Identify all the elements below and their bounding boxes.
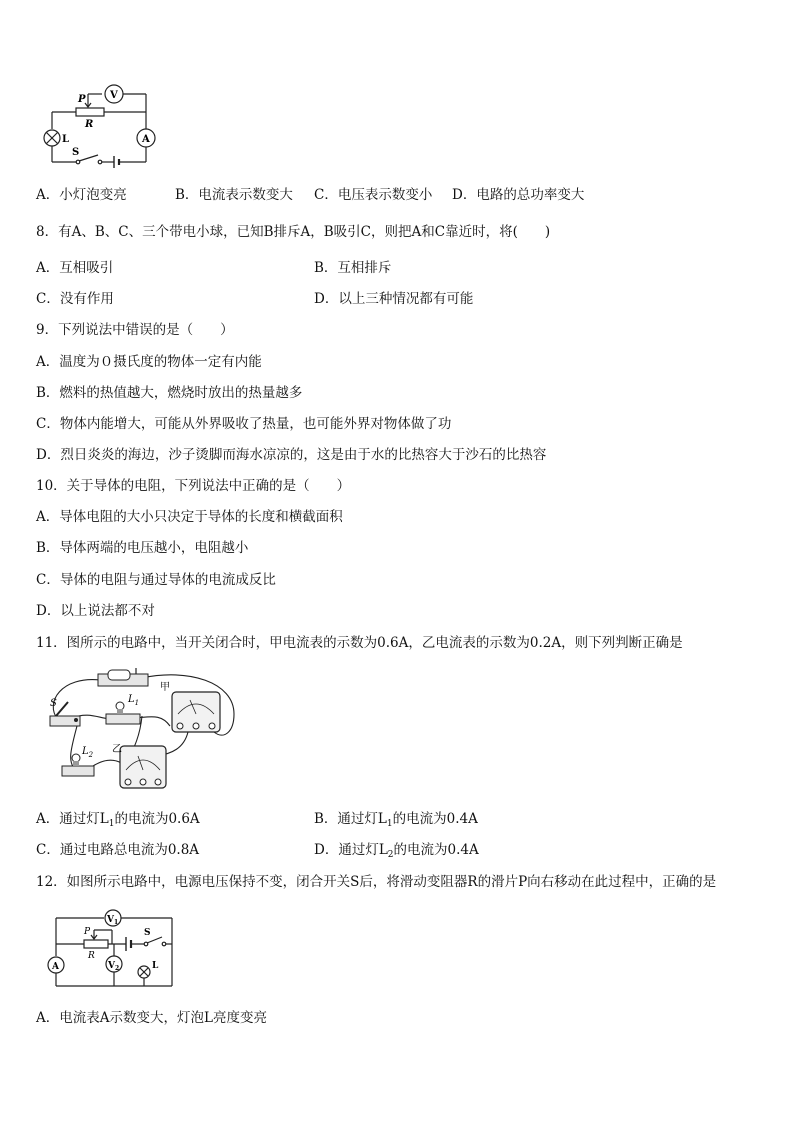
q7-option-c: C．电压表示数变小 — [314, 187, 433, 203]
label-yi: 乙 — [112, 744, 122, 755]
rheostat-r — [76, 108, 104, 116]
label-p: P — [78, 94, 86, 105]
voltmeter-v: V — [110, 90, 118, 101]
q11-option-a: A．通过灯$L_1$的电流为0.6A — [36, 811, 200, 829]
q8-option-d: D．以上三种情况都有可能 — [314, 291, 474, 307]
q12-stem: 12．如图所示电路中，电源电压保持不变，闭合开关S后，将滑动变阻器R的滑片P向右移动在此过程中，正确的是 — [36, 874, 717, 890]
q10-option-c: C．导体的电阻与通过导体的电流成反比 — [36, 572, 276, 588]
q11-circuit-photo — [38, 662, 248, 798]
q9-option-a: A．温度为０摄氏度的物体一定有内能 — [36, 354, 262, 370]
q11-option-b: B．通过灯$L_1$的电流为0.4A — [314, 811, 478, 829]
q8-option-b: B．互相排斥 — [314, 260, 392, 276]
ammeter-a: A — [52, 962, 59, 972]
q12-option-a: A．电流表A示数变大，灯泡L亮度变亮 — [36, 1010, 267, 1026]
q7-option-a: A．小灯泡变亮 — [36, 187, 127, 203]
q10-stem: 10．关于导体的电阻，下列说法中正确的是（ ） — [36, 478, 351, 494]
q9-stem: 9．下列说法中错误的是（ ） — [36, 322, 234, 338]
label-l: L — [62, 134, 70, 145]
label-r: R — [85, 119, 94, 130]
q9-option-b: B．燃料的热值越大，燃烧时放出的热量越多 — [36, 385, 303, 401]
voltmeter-v2: $V_2$ — [108, 961, 120, 972]
q8-option-a: A．互相吸引 — [36, 260, 114, 276]
label-s: S — [50, 698, 57, 709]
q7-circuit-diagram — [38, 82, 158, 174]
q11-option-d: D．通过灯$L_2$的电流为0.4A — [314, 842, 479, 860]
q9-option-c: C．物体内能增大，可能从外界吸收了热量，也可能外界对物体做了功 — [36, 416, 452, 432]
q10-option-a: A．导体电阻的大小只决定于导体的长度和横截面积 — [36, 509, 343, 525]
q7-option-b: B．电流表示数变大 — [175, 187, 293, 203]
label-r: R — [88, 951, 95, 961]
q11-option-c: C．通过电路总电流为0.8A — [36, 842, 200, 858]
label-l: L — [152, 961, 159, 971]
ammeter-yi — [120, 746, 166, 788]
battery-box — [98, 668, 148, 686]
q8-stem: 8．有A、B、C、三个带电小球，已知B排斥A，B吸引C，则把A和C靠近时，将( ) — [36, 224, 551, 240]
label-s: S — [72, 147, 80, 158]
voltmeter-v1: $V_1$ — [107, 915, 119, 926]
q11-stem: 11．图所示的电路中，当开关闭合时，甲电流表的示数为0.6A，乙电流表的示数为0.2A，则下列判断正确是 — [36, 635, 683, 651]
q12-circuit-diagram — [40, 904, 180, 996]
ammeter-jia — [172, 692, 220, 732]
label-p: P — [84, 927, 91, 937]
q10-option-d: D．以上说法都不对 — [36, 603, 155, 619]
label-l1: $L_1$ — [128, 694, 140, 707]
ammeter-a: A — [142, 134, 150, 145]
q9-option-d: D．烈日炎炎的海边，沙子烫脚而海水凉凉的，这是由于水的比热容大于沙石的比热容 — [36, 447, 547, 463]
label-l2: $L_2$ — [82, 746, 94, 759]
q10-option-b: B．导体两端的电压越小，电阻越小 — [36, 540, 249, 556]
label-s: S — [144, 928, 151, 938]
q8-option-c: C．没有作用 — [36, 291, 114, 307]
q7-option-d: D．电路的总功率变大 — [452, 187, 585, 203]
label-jia: 甲 — [160, 682, 170, 693]
